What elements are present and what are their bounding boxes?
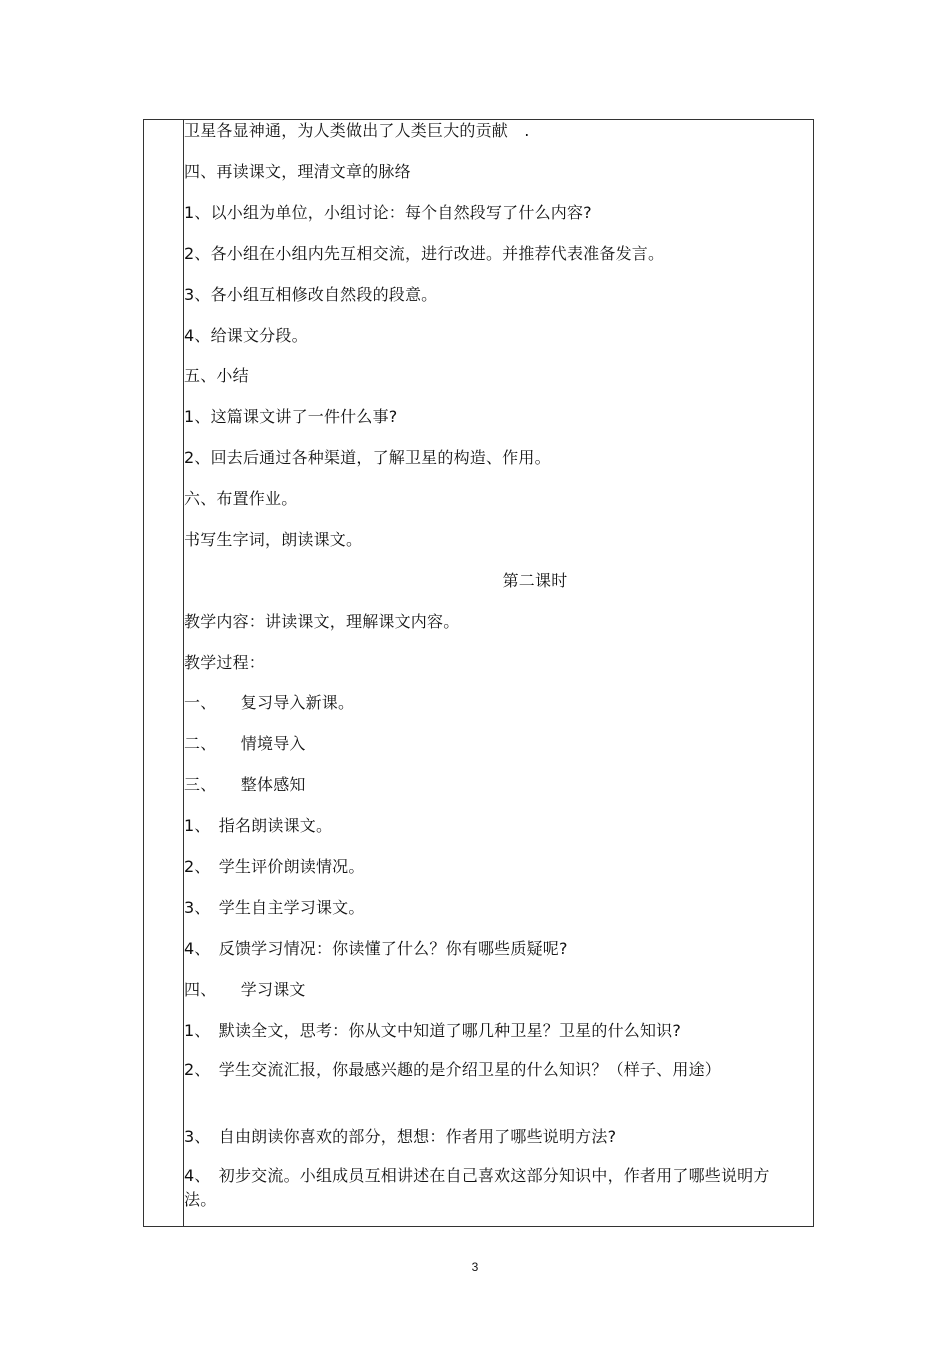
text-line: 卫星各显神通，为人类做出了人类巨大的贡献 . [184, 121, 530, 140]
text-line: 二、 情境导入 [184, 734, 306, 753]
text-line: 3、 自由朗读你喜欢的部分，想想：作者用了哪些说明方法? [184, 1127, 617, 1146]
text-line: 2、回去后通过各种渠道，了解卫星的构造、作用。 [184, 448, 551, 467]
text-line: 2、各小组在小组内先互相交流，进行改进。并推荐代表准备发言。 [184, 244, 665, 263]
text-line: 4、 初步交流。小组成员互相讲述在自己喜欢这部分知识中，作者用了哪些说明方法。 [184, 1166, 770, 1209]
page-number: 3 [471, 1260, 479, 1274]
text-line: 3、各小组互相修改自然段的段意。 [184, 285, 438, 304]
section-heading-summary: 五、小结 [184, 366, 249, 385]
teaching-content: 教学内容：讲读课文，理解课文内容。 [184, 612, 460, 631]
text-line: 2、 学生评价朗读情况。 [184, 857, 365, 876]
text-line: 1、这篇课文讲了一件什么事? [184, 407, 398, 426]
lesson-period-title: 第二课时 [502, 571, 568, 590]
text-line: 1、 指名朗读课文。 [184, 816, 333, 835]
text-line: 三、 整体感知 [184, 775, 306, 794]
teaching-process-label: 教学过程： [184, 653, 266, 672]
section-heading-reread: 四、再读课文，理清文章的脉络 [184, 162, 411, 181]
text-line: 2、 学生交流汇报，你最感兴趣的是介绍卫星的什么知识？（样子、用途） [184, 1060, 721, 1079]
section-heading-homework: 六、布置作业。 [184, 489, 298, 508]
text-line: 4、给课文分段。 [184, 326, 308, 345]
text-line: 1、 默读全文，思考：你从文中知道了哪几种卫星？卫星的什么知识? [184, 1021, 682, 1040]
text-line: 3、 学生自主学习课文。 [184, 898, 365, 917]
text-line: 1、以小组为单位，小组讨论：每个自然段写了什么内容? [184, 203, 592, 222]
text-line: 一、 复习导入新课。 [184, 693, 355, 712]
text-line: 4、 反馈学习情况：你读懂了什么？你有哪些质疑呢? [184, 939, 568, 958]
section-heading-study: 四、 学习课文 [184, 980, 306, 999]
text-line: 书写生字词，朗读课文。 [184, 530, 363, 549]
